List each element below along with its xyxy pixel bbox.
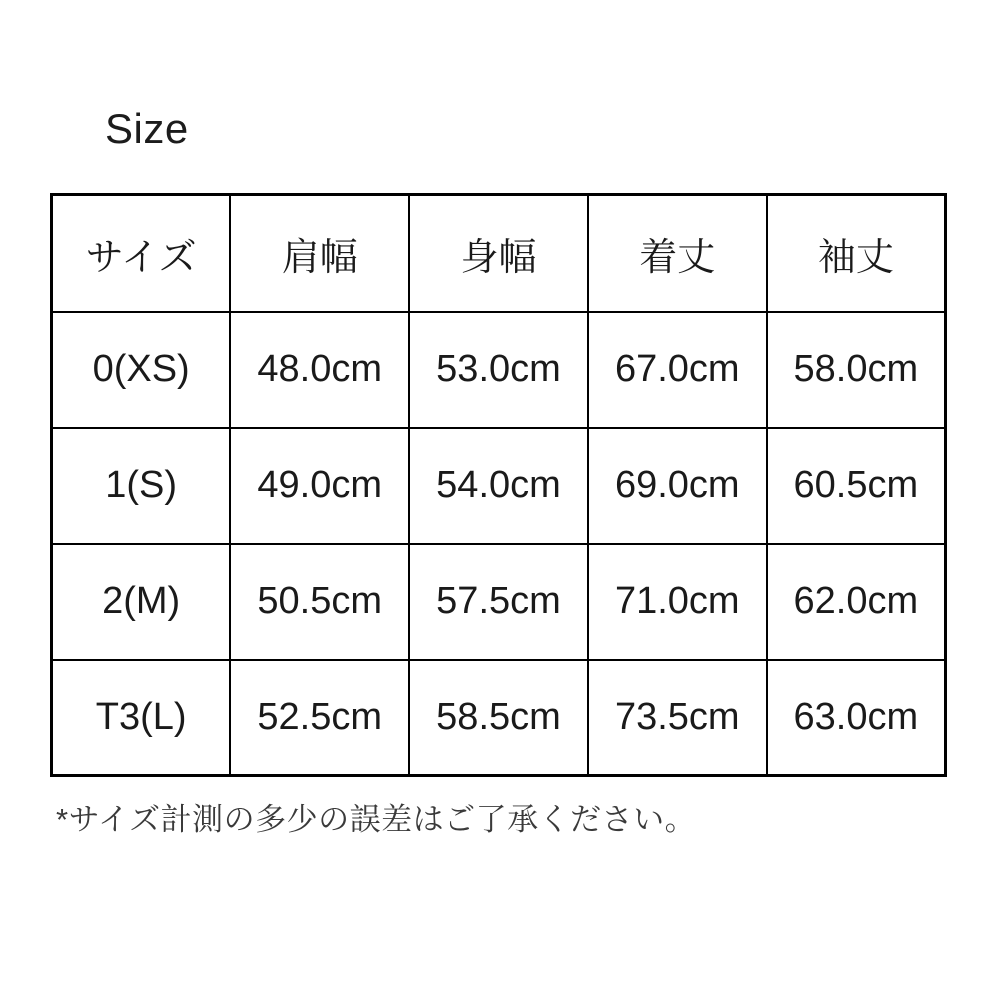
cell-shoulder-width: 52.5cm (230, 660, 409, 776)
page-title: Size (105, 105, 189, 152)
size-table (50, 193, 947, 777)
cell-body-width: 53.0cm (409, 312, 588, 428)
size-table-head (52, 195, 946, 312)
cell-sleeve-length: 63.0cm (767, 660, 946, 776)
cell-body-width: 54.0cm (409, 428, 588, 544)
col-header-shoulder-width: 肩幅 (230, 195, 409, 312)
cell-size-label: T3(L) (52, 660, 231, 776)
cell-shoulder-width: 48.0cm (230, 312, 409, 428)
cell-sleeve-length: 62.0cm (767, 544, 946, 660)
cell-length: 69.0cm (588, 428, 767, 544)
col-header-sleeve-length: 袖丈 (767, 195, 946, 312)
measurement-note: *サイズ計測の多少の誤差はご了承ください。 (56, 802, 697, 837)
col-header-size: サイズ (52, 195, 231, 312)
cell-shoulder-width: 50.5cm (230, 544, 409, 660)
cell-size-label: 0(XS) (52, 312, 231, 428)
table-row-l (52, 660, 946, 776)
size-table-body (52, 312, 946, 776)
cell-sleeve-length: 58.0cm (767, 312, 946, 428)
cell-length: 73.5cm (588, 660, 767, 776)
cell-sleeve-length: 60.5cm (767, 428, 946, 544)
col-header-length: 着丈 (588, 195, 767, 312)
cell-body-width: 57.5cm (409, 544, 588, 660)
table-row-xs (52, 312, 946, 428)
col-header-body-width: 身幅 (409, 195, 588, 312)
cell-shoulder-width: 49.0cm (230, 428, 409, 544)
table-row-m (52, 544, 946, 660)
cell-body-width: 58.5cm (409, 660, 588, 776)
table-row-s (52, 428, 946, 544)
table-header-row (52, 195, 946, 312)
cell-length: 71.0cm (588, 544, 767, 660)
cell-size-label: 2(M) (52, 544, 231, 660)
cell-length: 67.0cm (588, 312, 767, 428)
cell-size-label: 1(S) (52, 428, 231, 544)
